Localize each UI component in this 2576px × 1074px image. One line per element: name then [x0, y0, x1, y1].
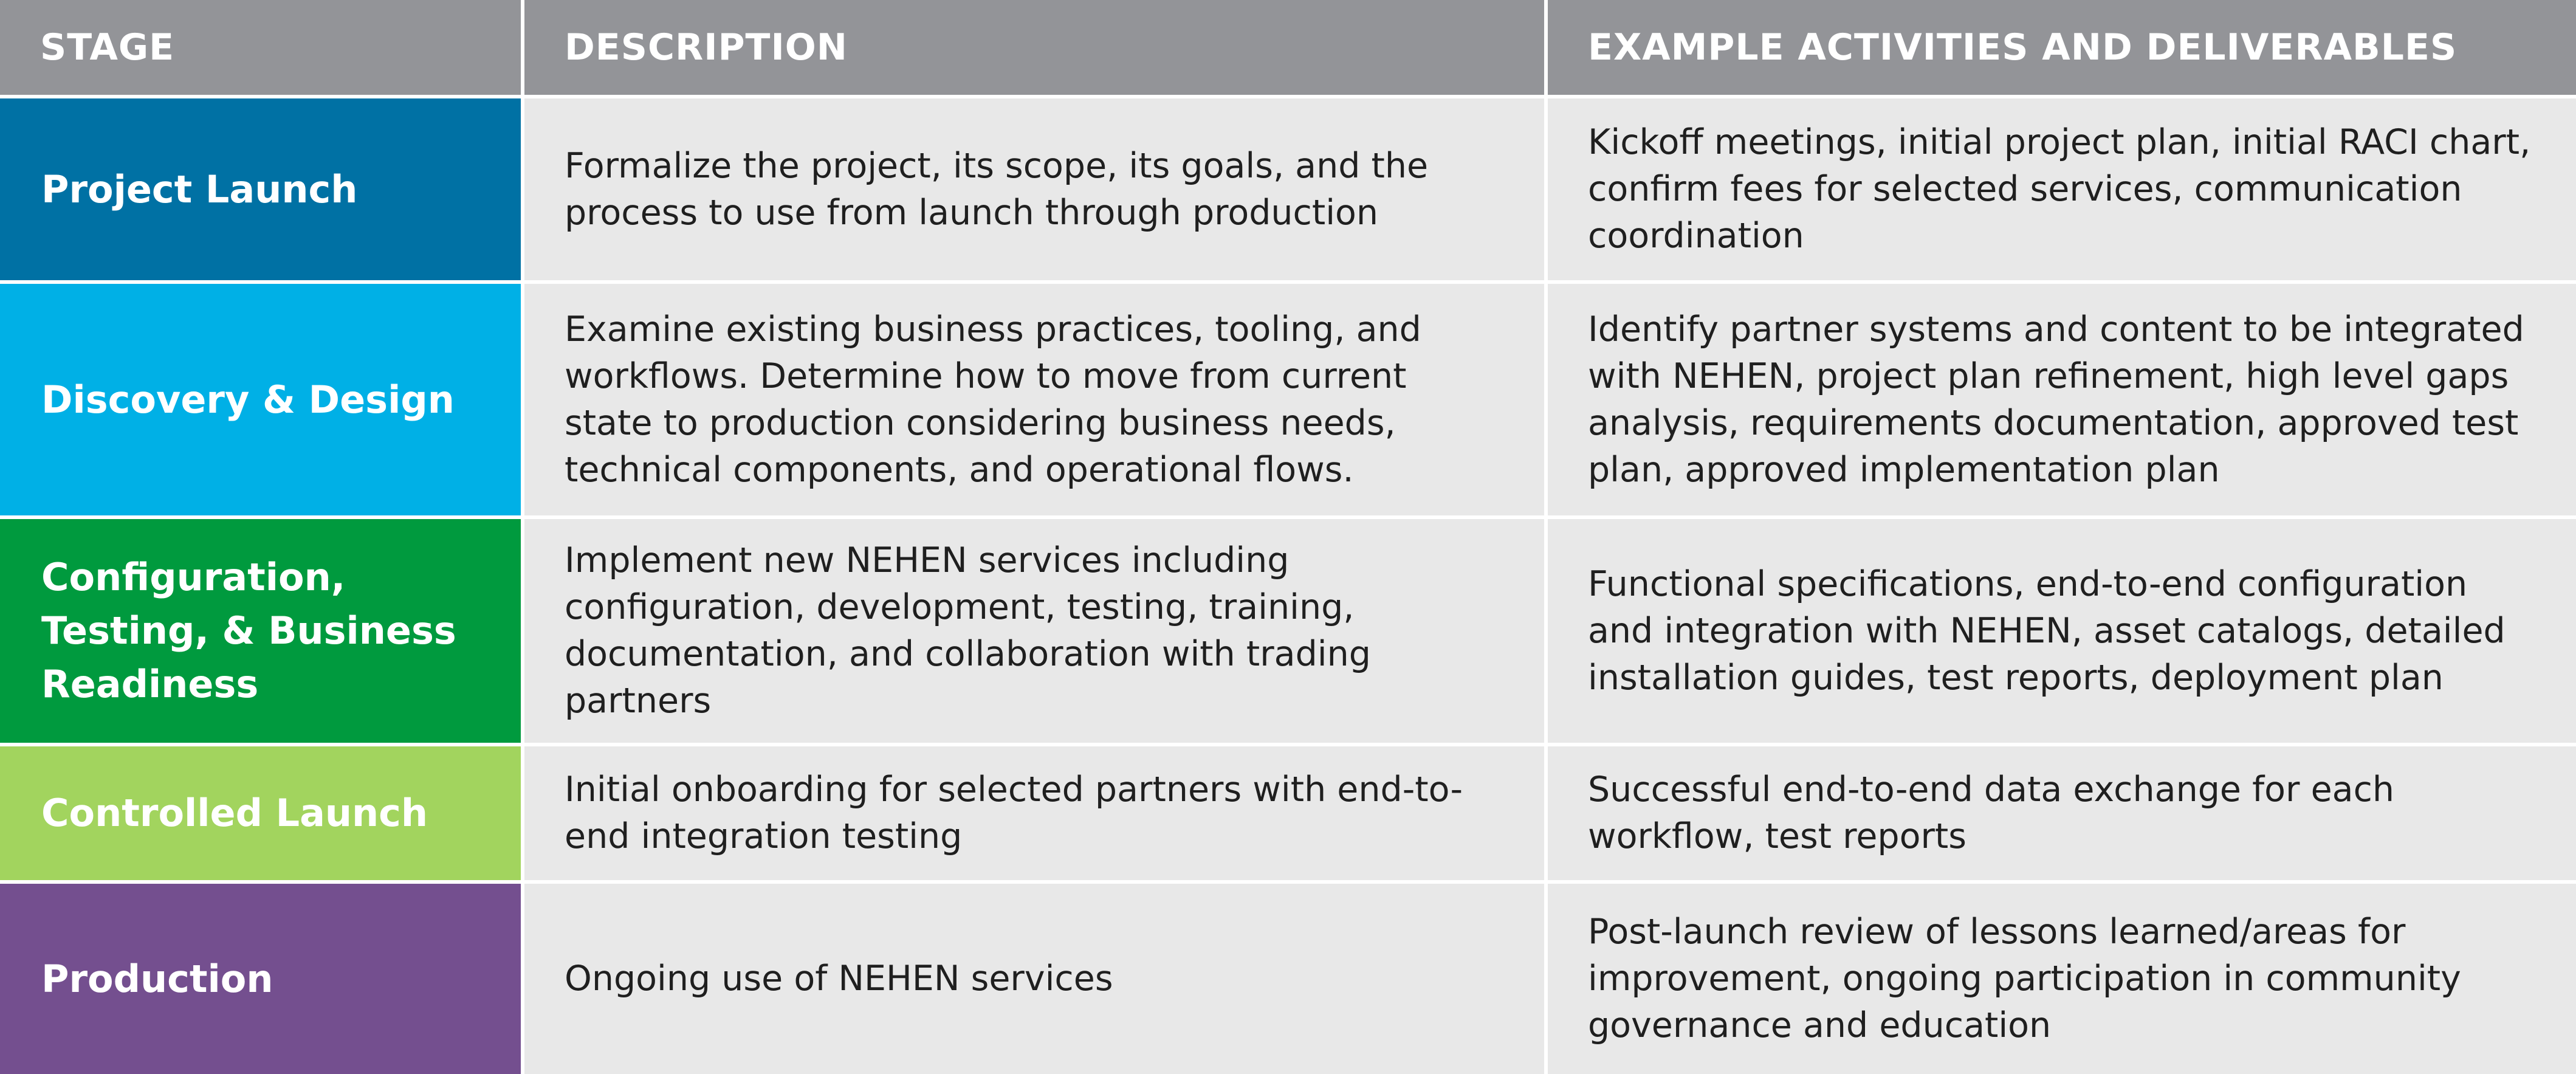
description-text: Examine existing business practices, tooling, and workflows. Determine how to move from current state to production considering business needs, technical components, and operational flows. — [565, 309, 1421, 490]
description-controlled-launch — [524, 746, 1548, 884]
stage-label: Project Launch — [41, 167, 358, 212]
stage-discovery-design — [0, 284, 524, 519]
activities-text: Functional specifications, end-to-end configuration and integration with NEHEN, asset catalogs, detailed installation guides, test reports, deployment plan — [1588, 563, 2506, 698]
header-stage — [0, 0, 524, 98]
description-text: Formalize the project, its scope, its goals, and the process to use from launch through production — [565, 145, 1429, 233]
description-production — [524, 884, 1548, 1074]
description-discovery-design — [524, 284, 1548, 519]
header-stage-label: STAGE — [40, 26, 175, 69]
stage-project-launch — [0, 98, 524, 284]
description-text: Initial onboarding for selected partners with end-to-end integration testing — [565, 769, 1463, 856]
activities-text: Successful end-to-end data exchange for each workflow, test reports — [1588, 769, 2395, 856]
stage-label: Production — [41, 956, 273, 1001]
header-description-label: DESCRIPTION — [565, 26, 848, 69]
header-description — [524, 0, 1548, 98]
activities-text: Kickoff meetings, initial project plan, initial RACI chart, confirm fees for selected services, communication coordination — [1588, 122, 2531, 256]
activities-discovery-design — [1548, 284, 2576, 519]
header-activities — [1548, 0, 2576, 98]
activities-project-launch — [1548, 98, 2576, 284]
activities-text: Post-launch review of lessons learned/areas for improvement, ongoing participation in community governance and education — [1588, 912, 2461, 1045]
stage-controlled-launch — [0, 746, 524, 884]
stage-production — [0, 884, 524, 1074]
description-project-launch — [524, 98, 1548, 284]
stage-label: Configuration, Testing, & Business Readiness — [41, 555, 456, 706]
stage-configuration — [0, 519, 524, 746]
activities-configuration — [1548, 519, 2576, 746]
stage-label: Discovery & Design — [41, 377, 455, 422]
description-configuration — [524, 519, 1548, 746]
activities-production — [1548, 884, 2576, 1074]
stage-label: Controlled Launch — [41, 791, 428, 835]
description-text: Ongoing use of NEHEN services — [565, 959, 1113, 999]
activities-controlled-launch — [1548, 746, 2576, 884]
activities-text: Identify partner systems and content to be integrated with NEHEN, project plan refinement, high level gaps analysis, requirements documentation, approved test plan, approved implementation plan — [1588, 309, 2524, 490]
header-activities-label: EXAMPLE ACTIVITIES AND DELIVERABLES — [1588, 26, 2458, 69]
description-text: Implement new NEHEN services including configuration, development, testing, training, documentation, and collaboration with trading partners — [565, 540, 1371, 721]
